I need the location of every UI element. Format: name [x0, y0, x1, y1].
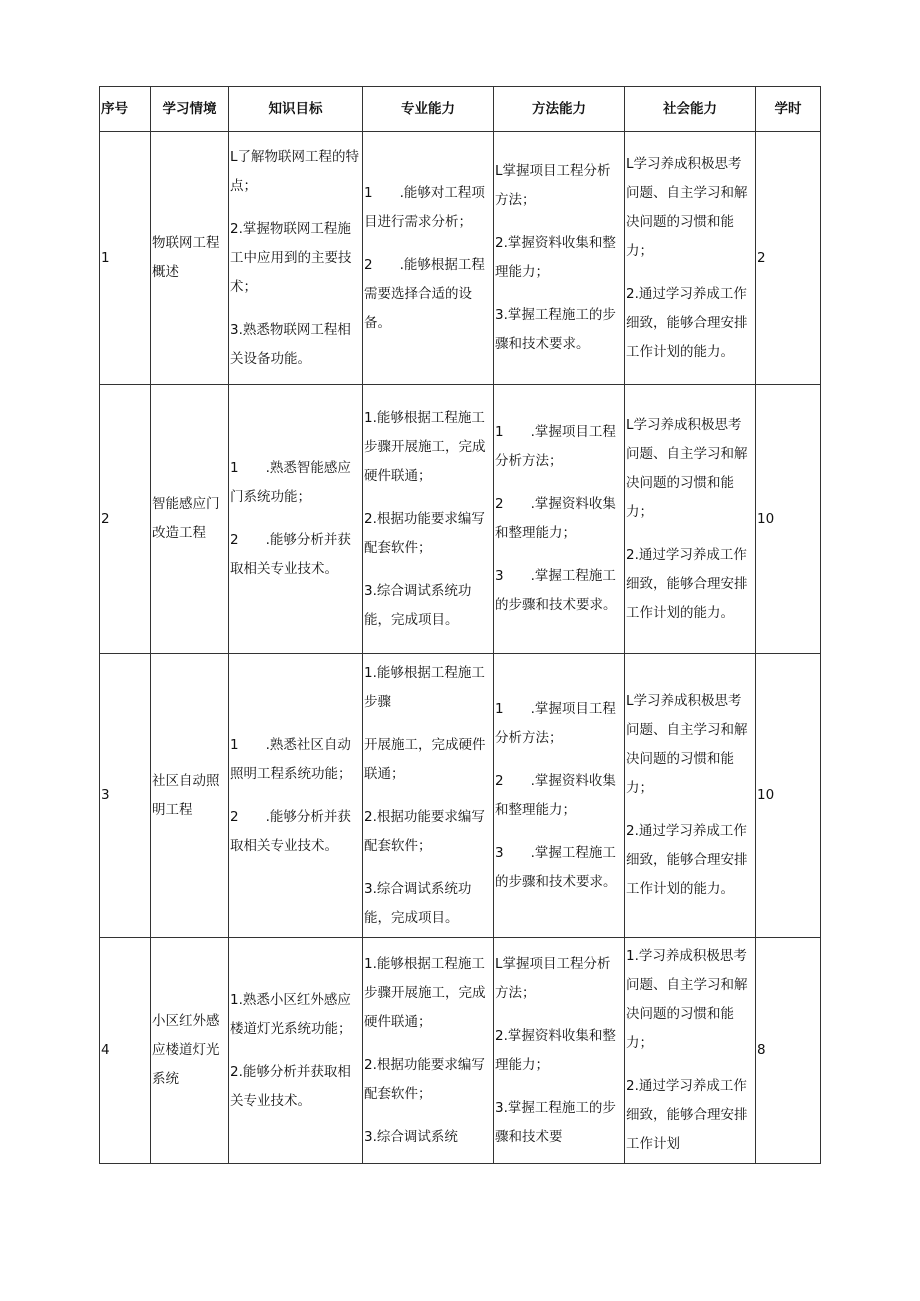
- list-item: 1.熟悉小区红外感应楼道灯光系统功能；: [230, 991, 352, 1037]
- table-row: [100, 385, 821, 654]
- list-item: 开展施工，完成硬件联通；: [364, 736, 486, 782]
- list-item: 3.熟悉物联网工程相关设备功能。: [230, 321, 351, 367]
- table-row: [100, 654, 821, 938]
- cell-knowledge: [229, 132, 363, 385]
- cell-professional: [363, 132, 494, 385]
- list-item: 2.通过学习养成工作细致，能够合理安排工作计划的能力。: [626, 285, 748, 360]
- list-item: L了解物联网工程的特点；: [230, 148, 360, 194]
- list-item: 1 .能够对工程项目进行需求分析；: [364, 184, 485, 230]
- list-item: 1 .掌握项目工程分析方法；: [495, 700, 616, 746]
- cell-knowledge: [229, 938, 363, 1164]
- cell-method: [494, 132, 625, 385]
- list-item: 2.根据功能要求编写配套软件；: [364, 808, 485, 854]
- cell-hours: 10: [756, 654, 821, 938]
- list-item: 3.掌握工程施工的步骤和技术要求。: [495, 307, 616, 352]
- list-item: 2 .能够根据工程需要选择合适的设备。: [364, 256, 485, 331]
- list-item: 2.根据功能要求编写配套软件；: [364, 1056, 485, 1102]
- list-item: L掌握项目工程分析方法；: [495, 955, 611, 1001]
- list-item: 2.通过学习养成工作细致，能够合理安排工作计划的能力。: [626, 823, 748, 897]
- list-item: 2.能够分析并获取相关专业技术。: [230, 1063, 351, 1109]
- header-scenario: 学习情境: [151, 87, 229, 132]
- list-item: 1 .熟悉社区自动照明工程系统功能；: [230, 736, 352, 782]
- cell-social: [625, 132, 756, 385]
- list-item: 1.学习养成积极思考问题、自主学习和解决问题的习惯和能力；: [626, 948, 748, 1051]
- header-professional: 专业能力: [363, 87, 494, 132]
- list-item: 1 .掌握项目工程分析方法；: [495, 424, 616, 469]
- cell-social: [625, 654, 756, 938]
- list-item: 2.掌握资料收集和整理能力；: [495, 235, 616, 280]
- cell-professional: [363, 385, 494, 654]
- list-item: 3.掌握工程施工的步骤和技术要: [495, 1099, 616, 1145]
- list-item: 3 .掌握工程施工的步骤和技术要求。: [495, 568, 617, 613]
- list-item: L学习养成积极思考问题、自主学习和解决问题的习惯和能力；: [626, 416, 748, 520]
- cell-hours: 2: [756, 132, 821, 385]
- list-item: 1 .熟悉智能感应门系统功能；: [230, 460, 351, 505]
- header-social: 社会能力: [625, 87, 756, 132]
- list-item: 2.根据功能要求编写配套软件；: [364, 510, 485, 556]
- cell-scenario: 智能感应门改造工程: [151, 385, 229, 654]
- cell-no: 2: [100, 385, 151, 654]
- cell-knowledge: [229, 654, 363, 938]
- cell-scenario: 物联网工程概述: [151, 132, 229, 385]
- list-item: 1.能够根据工程施工步骤开展施工，完成硬件联通；: [364, 409, 486, 484]
- list-item: 2 .掌握资料收集和整理能力；: [495, 772, 616, 818]
- table-row: [100, 132, 821, 385]
- header-knowledge: 知识目标: [229, 87, 363, 132]
- list-item: 2 .能够分析并获取相关专业技术。: [230, 532, 351, 577]
- list-item: 1.能够根据工程施工步骤开展施工，完成硬件联通；: [364, 955, 486, 1030]
- cell-hours: 8: [756, 938, 821, 1164]
- list-item: 2.掌握物联网工程施工中应用到的主要技术；: [230, 220, 352, 295]
- cell-social: [625, 938, 756, 1164]
- list-item: 2.通过学习养成工作细致，能够合理安排工作计划的能力。: [626, 546, 748, 621]
- cell-no: 1: [100, 132, 151, 385]
- table-row: [100, 938, 821, 1164]
- cell-professional: [363, 938, 494, 1164]
- header-hours: 学时: [756, 87, 821, 132]
- header-row: [100, 87, 821, 132]
- list-item: L学习养成积极思考问题、自主学习和解决问题的习惯和能力；: [626, 693, 748, 796]
- list-item: 3.综合调试系统功能，完成项目。: [364, 582, 472, 628]
- list-item: 1.能够根据工程施工步骤: [364, 664, 485, 710]
- cell-method: [494, 385, 625, 654]
- list-item: 2 .能够分析并获取相关专业技术。: [230, 808, 351, 854]
- list-item: 3 .掌握工程施工的步骤和技术要求。: [495, 844, 617, 890]
- cell-hours: 10: [756, 385, 821, 654]
- course-plan-table: [99, 86, 821, 1164]
- list-item: L学习养成积极思考问题、自主学习和解决问题的习惯和能力；: [626, 155, 748, 259]
- cell-professional: [363, 654, 494, 938]
- header-no: 序号: [100, 87, 151, 132]
- cell-method: [494, 938, 625, 1164]
- cell-scenario: 社区自动照明工程: [151, 654, 229, 938]
- list-item: L掌握项目工程分析方法；: [495, 163, 611, 208]
- cell-no: 4: [100, 938, 151, 1164]
- cell-method: [494, 654, 625, 938]
- list-item: 3.综合调试系统: [364, 1128, 458, 1145]
- cell-scenario: 小区红外感应楼道灯光系统: [151, 938, 229, 1164]
- header-method: 方法能力: [494, 87, 625, 132]
- list-item: 2.通过学习养成工作细致，能够合理安排工作计划: [626, 1078, 748, 1152]
- list-item: 2 .掌握资料收集和整理能力；: [495, 496, 616, 541]
- list-item: 2.掌握资料收集和整理能力；: [495, 1027, 616, 1073]
- cell-knowledge: [229, 385, 363, 654]
- cell-social: [625, 385, 756, 654]
- cell-no: 3: [100, 654, 151, 938]
- list-item: 3.综合调试系统功能，完成项目。: [364, 880, 472, 926]
